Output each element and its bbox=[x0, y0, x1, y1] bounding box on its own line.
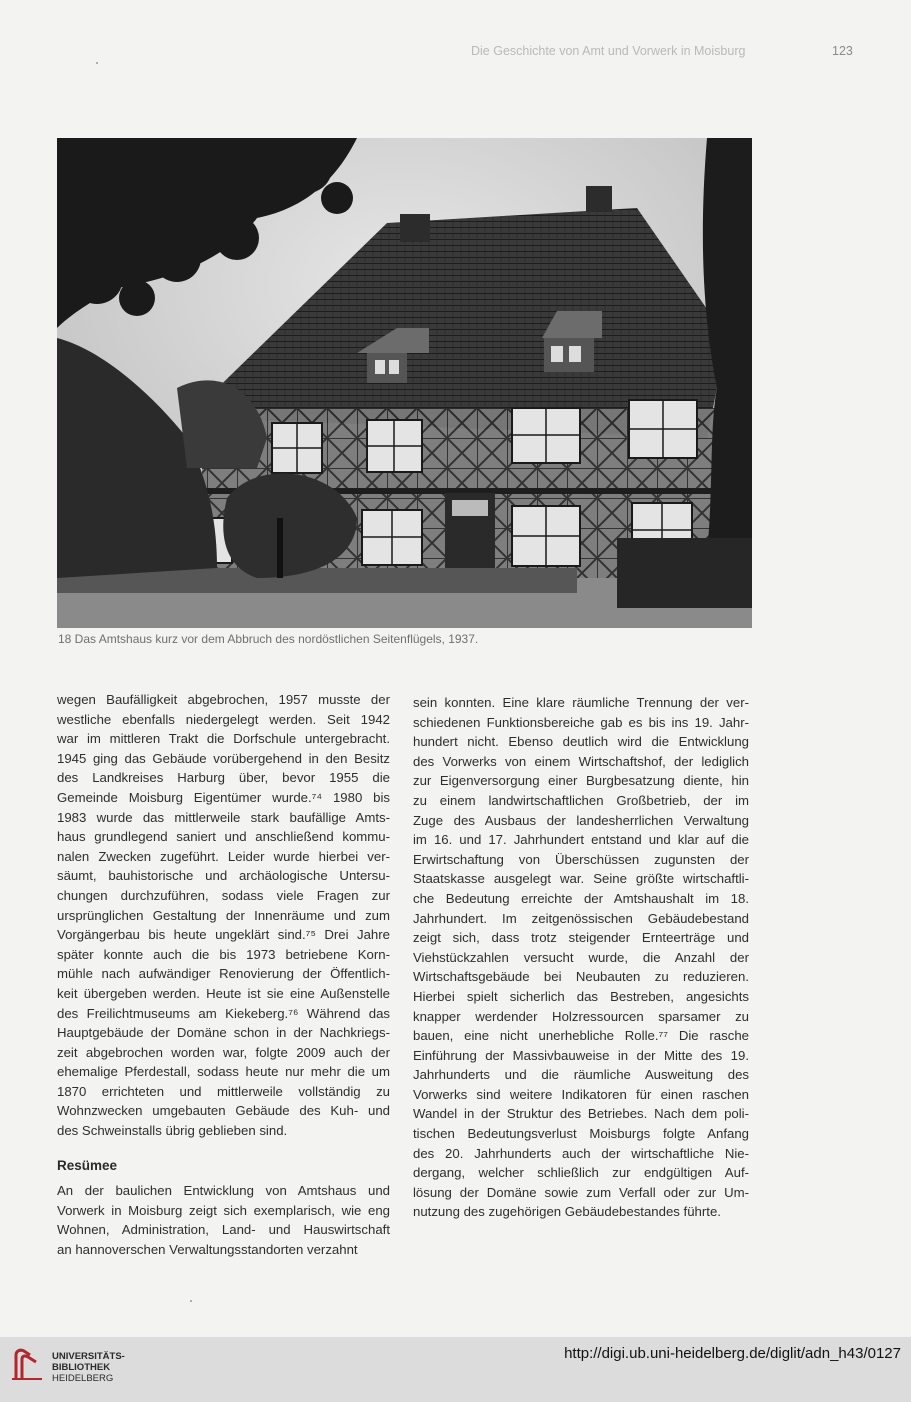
text-line: zu einem landwirtschaftlichen Großbetrieb, der im bbox=[413, 792, 749, 808]
section-heading: Resümee bbox=[57, 1158, 118, 1173]
text-line: Vorwerk in Moisburg zeigt sich exemplarisch, wie eng bbox=[57, 1202, 390, 1218]
text-line: Vorwerks sind weitere Indikatoren für einen raschen bbox=[413, 1086, 749, 1102]
text-line: Vorgängerbau bis heute ungeklärt sind.⁷⁵ Drei Jahre bbox=[57, 927, 390, 943]
text-line: Gemeinde Moisburg Eigentümer wurde.⁷⁴ 1980 bis bbox=[57, 789, 390, 805]
logo-line-1: UNIVERSITÄTS- bbox=[52, 1351, 125, 1362]
text-line: Jahrhundert. Im zeitgenössischen Gebäudebestand bbox=[413, 910, 749, 926]
text-line: wegen Baufälligkeit abgebrochen, 1957 musste der bbox=[57, 692, 390, 707]
left-column-text-continued bbox=[57, 1181, 390, 1259]
footer-bar bbox=[0, 1337, 911, 1402]
logo-line-2: BIBLIOTHEK bbox=[52, 1362, 111, 1373]
text-line: dergang, welcher schließlich zur endgültigen Auf- bbox=[413, 1165, 749, 1181]
text-line: zur Eigenversorgung einer Burgbesatzung diente, hin bbox=[413, 773, 749, 789]
library-logo-text bbox=[52, 1351, 125, 1384]
text-line: Staatskasse ausgelegt war. Seine größte wirtschaftli- bbox=[413, 871, 749, 887]
text-line: im 16. und 17. Jahrhundert entstand und klar auf die bbox=[413, 832, 749, 848]
text-line: Jahrhunderts und die räumliche Ausweitung des bbox=[413, 1067, 749, 1083]
text-line: Wohnzwecken umgebauten Gebäude des Kuh- und bbox=[57, 1103, 390, 1119]
text-line: an hannoverschen Verwaltungsstandorten verzahnt bbox=[57, 1241, 358, 1257]
text-line: mühle nach aufwändiger Renovierung der Öffentlich- bbox=[57, 966, 390, 982]
text-line: Zuge des Ausbaus der landesherrlichen Verwaltung bbox=[413, 812, 749, 828]
text-line: 1945 ging das Gebäude vorübergehend in den Besitz bbox=[57, 750, 390, 766]
text-line: knapper werdender Holzressourcen sparsamer zu bbox=[413, 1008, 749, 1024]
text-line: des Landkreises Harburg über, bevor 1955 die bbox=[57, 770, 390, 786]
text-line: Viehstückzahlen versucht wurde, die Anzahl der bbox=[413, 949, 749, 965]
figure-photo bbox=[57, 138, 752, 628]
text-line: des Vorwerks von einem Wirtschaftshof, der lediglich bbox=[413, 753, 749, 769]
text-line: nutzung des zugehörigen Gebäudebestandes führte. bbox=[413, 1204, 721, 1220]
left-column-text bbox=[57, 690, 390, 1141]
library-logo-icon bbox=[10, 1345, 44, 1383]
text-line: Wirtschaftsgebäude bei Neubauten zu reduzieren. bbox=[413, 969, 749, 985]
text-line: lösung der Domäne sowie zum Verfall oder zur Um- bbox=[413, 1184, 749, 1200]
logo-line-3: HEIDELBERG bbox=[52, 1373, 114, 1384]
speck bbox=[96, 62, 98, 64]
figure-caption: 18 Das Amtshaus kurz vor dem Abbruch des nordöstlichen Seitenflügels, 1937. bbox=[58, 632, 479, 646]
speck bbox=[190, 1300, 192, 1302]
text-line: hundert nicht. Ebenso deutlich wird die Entwicklung bbox=[413, 734, 749, 750]
text-line: nalen Zwecken zugeführt. Leider wurde hierbei ver- bbox=[57, 848, 390, 864]
text-line: zeit abgebrochen worden war, folgte 2009 auch der bbox=[57, 1044, 390, 1060]
source-url-link[interactable]: http://digi.ub.uni-heidelberg.de/diglit/adn_h43/0127 bbox=[564, 1345, 901, 1362]
text-line: ehemalige Pferdestall, sodass heute nur mehr die um bbox=[57, 1064, 390, 1080]
text-line: Hauptgebäude der Domäne schon in der Nachkriegs- bbox=[57, 1025, 390, 1041]
text-line: war im mittleren Trakt die Dorfschule untergebracht. bbox=[57, 731, 390, 747]
text-line: haus grundlegend saniert und anschließend kommu- bbox=[57, 829, 390, 845]
text-line: keit übergeben werden. Heute ist sie eine Außenstelle bbox=[57, 985, 390, 1001]
text-line: 1870 errichteten und mittlerweile vollständig zu bbox=[57, 1083, 390, 1099]
text-line: später konnte auch die bis 1973 betriebene Korn- bbox=[57, 946, 390, 962]
text-line: 1983 wurde das mittlerweile stark baufällige Amts- bbox=[57, 809, 390, 825]
text-line: des Freilichtmuseums am Kiekeberg.⁷⁶ Während das bbox=[57, 1005, 390, 1021]
text-line: Hierbei spielt sicherlich das Bestreben, angesichts bbox=[413, 988, 749, 1004]
running-title: Die Geschichte von Amt und Vorwerk in Moisburg bbox=[471, 44, 746, 58]
text-line: Wandel in der Struktur des Betriebes. Nach dem poli- bbox=[413, 1106, 749, 1122]
text-line: schiedenen Funktionsbereiche gab es bis ins 19. Jahr- bbox=[413, 714, 749, 730]
text-line: An der baulichen Entwicklung von Amtshaus und bbox=[57, 1183, 390, 1198]
text-line: Wohnen, Administration, Land- und Hauswirtschaft bbox=[57, 1222, 390, 1238]
text-line: des 20. Jahrhunderts auch der wirtschaftliche Nie- bbox=[413, 1145, 749, 1161]
text-line: westliche ebenfalls niedergelegt werden. Seit 1942 bbox=[57, 711, 390, 727]
text-line: zeigt sich, dass trotz steigender Ernteerträge und bbox=[413, 930, 749, 946]
right-column-text bbox=[413, 693, 749, 1222]
text-line: che Bedeutung erreichte der Amtshaushalt im 18. bbox=[413, 890, 749, 906]
text-line: Einführung der Massivbauweise in der Mitte des 19. bbox=[413, 1047, 749, 1063]
text-line: Erwirtschaftung von Überschüssen zugunsten der bbox=[413, 851, 749, 867]
text-line: tischen Bedeutungsverlust Moisburgs folgte Anfang bbox=[413, 1126, 749, 1142]
text-line: chungen durchzuführen, sodass viele Fragen zur bbox=[57, 887, 390, 903]
text-line: ursprünglichen Gestaltung der Innenräume und zum bbox=[57, 907, 390, 923]
page-number: 123 bbox=[832, 44, 853, 58]
text-line: säumt, bauhistorische und archäologische Untersu- bbox=[57, 868, 390, 884]
text-line: des Schweinstalls übrig geblieben sind. bbox=[57, 1123, 288, 1139]
text-line: sein konnten. Eine klare räumliche Trennung der ver- bbox=[413, 695, 749, 710]
text-line: bauen, eine nicht unerhebliche Rolle.⁷⁷ Die rasche bbox=[413, 1028, 749, 1044]
